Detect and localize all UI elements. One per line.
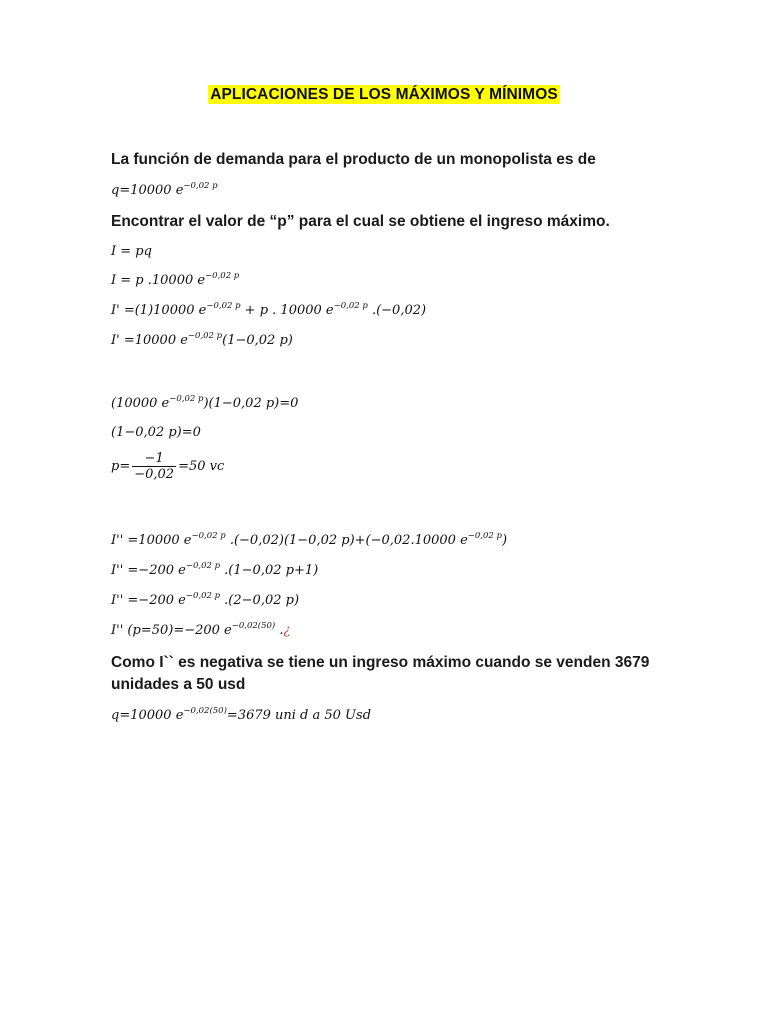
equation-demand	[111, 183, 218, 198]
fraction	[132, 451, 176, 482]
equation-4-part-a: I' =10000 e	[111, 333, 188, 348]
equation-8-part-a: I'' =10000 e	[111, 533, 192, 548]
equation-5-part-a: (10000 e	[111, 396, 170, 411]
equation-12-exponent: −0,02(50)	[183, 706, 227, 716]
equation-first-derivative	[111, 303, 426, 318]
equation-income-text: I = pq	[111, 244, 152, 259]
fraction-numerator: −1	[132, 451, 176, 467]
equation-12-part-a: q=10000 e	[111, 708, 184, 723]
equation-8-exponent-1: −0,02 p	[191, 531, 226, 541]
equation-11-part-a: I'' (p=50)=−200 e	[111, 623, 232, 638]
equation-9-exponent: −0,02 p	[185, 561, 221, 571]
equation-3-exponent-2: −0,02 p	[333, 301, 368, 311]
equation-3-part-a: I' =(1)10000 e	[111, 303, 207, 318]
equation-9-part-b: .(1−0,02 p+1)	[220, 563, 319, 578]
equation-7-rhs: =50 vc	[178, 459, 225, 474]
equation-11-part-b: .	[275, 623, 284, 638]
paragraph-conclusion-line-2: unidades a 50 usd	[111, 676, 246, 693]
equation-5-part-b: )(1−0,02 p)=0	[203, 396, 299, 411]
equation-3-part-c: .(−0,02)	[367, 303, 427, 318]
equation-8-part-c: )	[501, 533, 508, 548]
fraction-denominator: −0,02	[134, 467, 175, 482]
title-highlight: APLICACIONES DE LOS MÁXIMOS Y MÍNIMOS	[210, 86, 558, 103]
equation-8-part-b: .(−0,02)(1−0,02 p)+(−0,02.10000 e	[225, 533, 468, 548]
equation-11-exponent: −0,02(50)	[231, 621, 276, 631]
paragraph-demand-function: La función de demanda para el producto de un monopolista es de	[111, 151, 596, 168]
equation-first-derivative-simplified	[111, 333, 293, 348]
page-title	[0, 86, 768, 104]
equation-2-exponent: −0,02 p	[205, 271, 240, 281]
equation-3-part-b: + p . 10000 e	[240, 303, 334, 318]
equation-second-derivative-step	[111, 563, 318, 578]
error-mark: ¿	[283, 623, 291, 638]
equation-factor-zero	[111, 425, 201, 440]
equation-10-part-b: .(2−0,02 p)	[220, 593, 300, 608]
equation-10-exponent: −0,02 p	[185, 591, 221, 601]
equation-second-derivative-evaluated	[111, 623, 291, 638]
equation-second-derivative	[111, 533, 507, 548]
equation-income-substituted	[111, 273, 239, 288]
equation-6-text: (1−0,02 p)=0	[111, 425, 201, 440]
equation-8-exponent-2: −0,02 p	[467, 531, 502, 541]
paragraph-conclusion-line-1: Como I`` es negativa se tiene un ingreso máximo cuando se venden 3679	[111, 654, 650, 671]
equation-second-derivative-simplified	[111, 593, 299, 608]
equation-4-part-b: (1−0,02 p)	[222, 333, 293, 348]
equation-12-part-b: =3679 uni d a 50 Usd	[226, 708, 372, 723]
equation-final-quantity	[111, 708, 371, 723]
equation-2-base: I = p .10000 e	[111, 273, 206, 288]
paragraph-task: Encontrar el valor de “p” para el cual se obtiene el ingreso máximo.	[111, 213, 610, 230]
equation-9-part-a: I'' =−200 e	[111, 563, 186, 578]
equation-set-zero	[111, 396, 298, 411]
equation-4-exponent: −0,02 p	[187, 331, 223, 341]
equation-5-exponent: −0,02 p	[169, 394, 204, 404]
equation-income	[111, 244, 152, 259]
equation-3-exponent-1: −0,02 p	[206, 301, 241, 311]
equation-10-part-a: I'' =−200 e	[111, 593, 186, 608]
equation-7-lhs: p=	[111, 459, 131, 474]
equation-solve-p	[111, 451, 224, 482]
equation-demand-base: q=10000 e	[111, 183, 184, 198]
equation-demand-exponent: −0,02 p	[183, 181, 218, 191]
